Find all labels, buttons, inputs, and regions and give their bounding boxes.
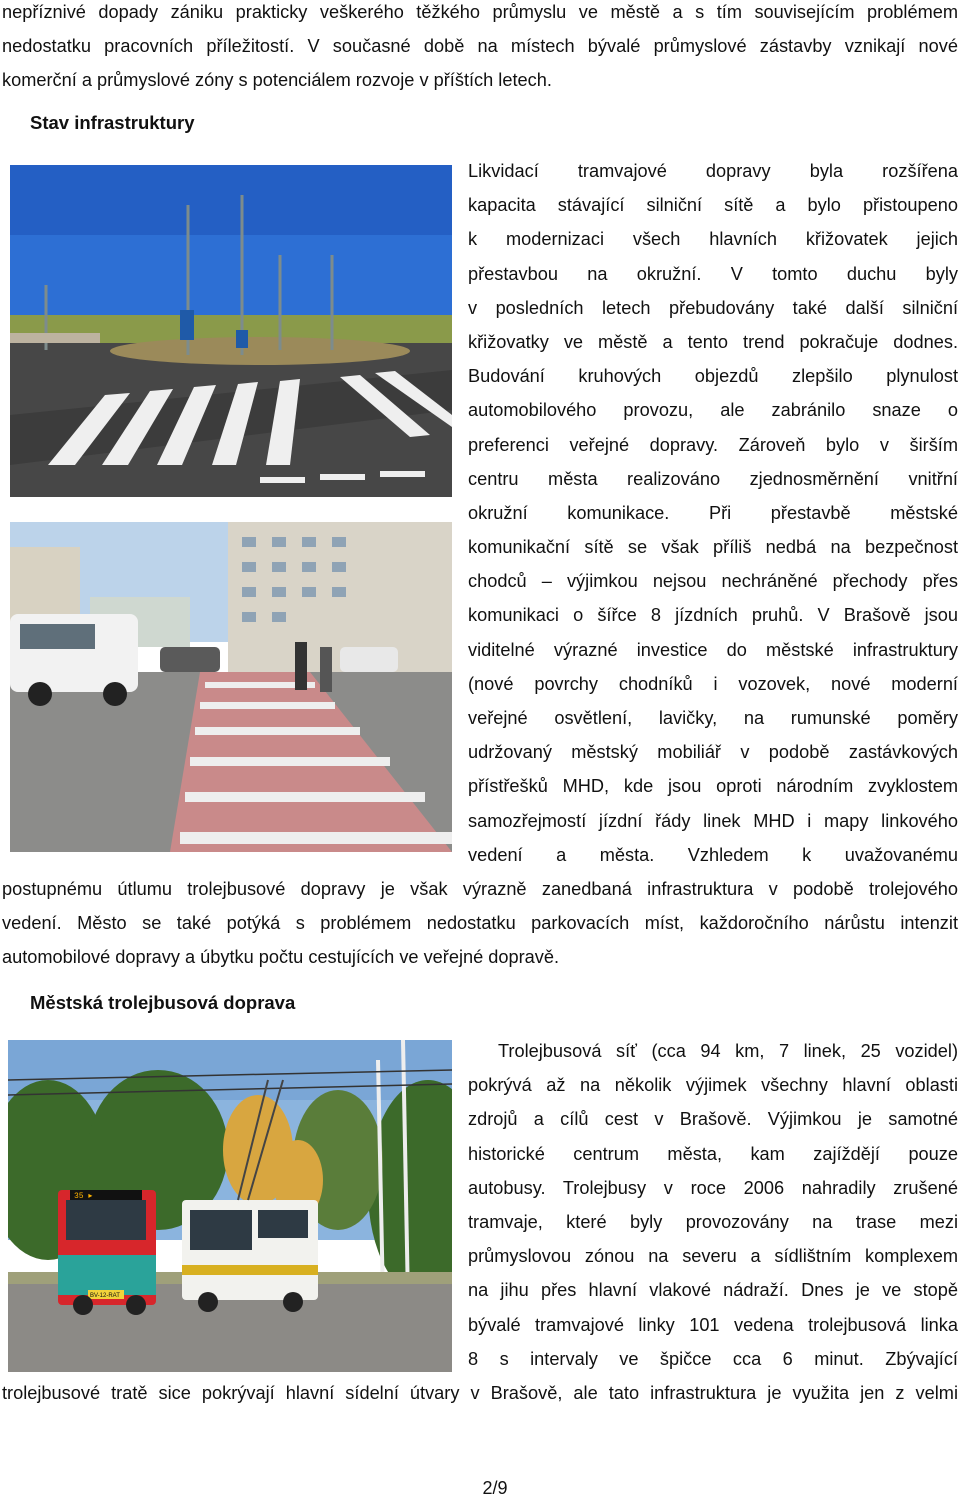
text-line: chodců – výjimkou nejsou nechráněné přechody přes <box>468 571 958 592</box>
text-line: přístřešků MHD, kde jsou oproti národním zvyklostem <box>468 776 958 797</box>
bus-route-sign: 35 ▸ <box>74 1192 93 1201</box>
text-line: křižovatky ve městě a tento trend pokračuje dodnes. <box>468 331 958 352</box>
text-line: trolejbusové tratě sice pokrývají hlavní sídelní útvary v Brašově, ale tato infrastruktura je využita jen z velmi <box>2 1383 958 1403</box>
text-line: 8 s intervaly ve špičce cca 6 minut. Zbývající <box>468 1348 958 1369</box>
text-line: viditelné výrazné investice do městské infrastruktury <box>468 639 958 660</box>
text-line: historické centrum města, kam zajíždějí pouze <box>468 1143 958 1164</box>
text-line: centru města realizováno zjednosměrnění vnitřní <box>468 468 958 489</box>
text-line: Trolejbusová síť (cca 94 km, 7 linek, 25 vozidel) <box>498 1041 958 1061</box>
text-line: preferenci veřejné dopravy. Zároveň bylo v širším <box>468 434 958 455</box>
text-line: komunikační sítě se však příliš nedbá na bezpečnost <box>468 537 958 558</box>
photo-trolleybuses <box>8 1040 452 1372</box>
photo-roundabout <box>10 165 452 497</box>
text-line: (nové povrchy chodníků i vozovek, nové moderní <box>468 673 958 694</box>
text-line: zdrojů a cílů cest v Brašově. Výjimkou je samotné <box>468 1109 958 1130</box>
text-line: vedení a města. Vzhledem k uvažovanému <box>468 844 958 865</box>
text-line: Budování kruhových objezdů zlepšilo plynulost <box>468 366 958 387</box>
page-number: 2/9 <box>482 1478 508 1498</box>
intro-line: nedostatku pracovních příležitostí. V současné době na místech bývalé průmyslové zástavby vznikají nové <box>2 36 958 57</box>
text-line: vedení. Město se také potýká s problémem nedostatku parkovacích míst, každoročního nárůstu intenzit <box>2 913 958 934</box>
section-heading-infrastructure: Stav infrastruktury <box>30 112 195 133</box>
text-line: bývalé tramvajové linky 101 vedena trolejbusová linka <box>468 1314 958 1335</box>
intro-line: komerční a průmyslové zóny s potenciálem rozvoje v příštích letech. <box>2 70 552 91</box>
intro-line: nepříznivé dopady zániku prakticky veškerého těžkého průmyslu ve městě a s tím souvisejícím problémem <box>2 2 958 22</box>
trolleybus-side-text <box>468 1034 958 1376</box>
text-line: na jihu přes hlavní vlakové nádraží. Dnes je ve stopě <box>468 1280 958 1301</box>
text-line: samozřejmostí jízdní řády linek MHD i mapy linkového <box>468 810 958 831</box>
intro-paragraph <box>2 0 958 98</box>
text-line: k modernizaci všech hlavních křižovatek jejich <box>468 229 958 250</box>
text-line: komunikaci o šířce 8 jízdních pruhů. V Brašově jsou <box>468 605 958 626</box>
text-line: autobusy. Trolejbusy v roce 2006 nahradily zrušené <box>468 1177 958 1198</box>
text-line: udržovaný městský mobiliář v podobě zastávkových <box>468 742 958 763</box>
text-line: tramvaje, které byly provozovány na trase mezi <box>468 1211 958 1232</box>
text-line: průmyslovou zónou na severu a sídlištním komplexem <box>468 1246 958 1267</box>
infrastructure-full-text <box>2 872 958 975</box>
text-line: kapacita stávající silniční sítě a bylo přistoupeno <box>468 195 958 216</box>
infrastructure-side-text <box>468 154 958 872</box>
text-line: v posledních letech přebudovány také další silniční <box>468 297 958 318</box>
text-line: automobilové dopravy a úbytku počtu cestujících ve veřejné dopravě. <box>2 947 560 968</box>
trolleybus-full-text <box>2 1376 958 1410</box>
text-line: automobilového provozu, ale zabránilo snaze o <box>468 400 958 421</box>
photo-pedestrian-crossing <box>10 522 452 852</box>
text-line: postupnému útlumu trolejbusové dopravy je však výrazně zanedbaná infrastruktura v podobě trolejového <box>2 879 958 899</box>
text-line: pokrývá až na několik výjimek všechny hlavní oblasti <box>468 1075 958 1096</box>
text-line: okružní komunikace. Při přestavbě městské <box>468 502 958 523</box>
text-line: veřejné osvětlení, lavičky, na rumunské poměry <box>468 708 958 728</box>
text-line: přestavbou na okružní. V tomto duchu byly <box>468 263 958 284</box>
text-line: Likvidací tramvajové dopravy byla rozšířena <box>468 161 958 181</box>
section-heading-trolleybus: Městská trolejbusová doprava <box>30 992 296 1013</box>
bus-plate: BV-12-RAT <box>90 1293 120 1299</box>
